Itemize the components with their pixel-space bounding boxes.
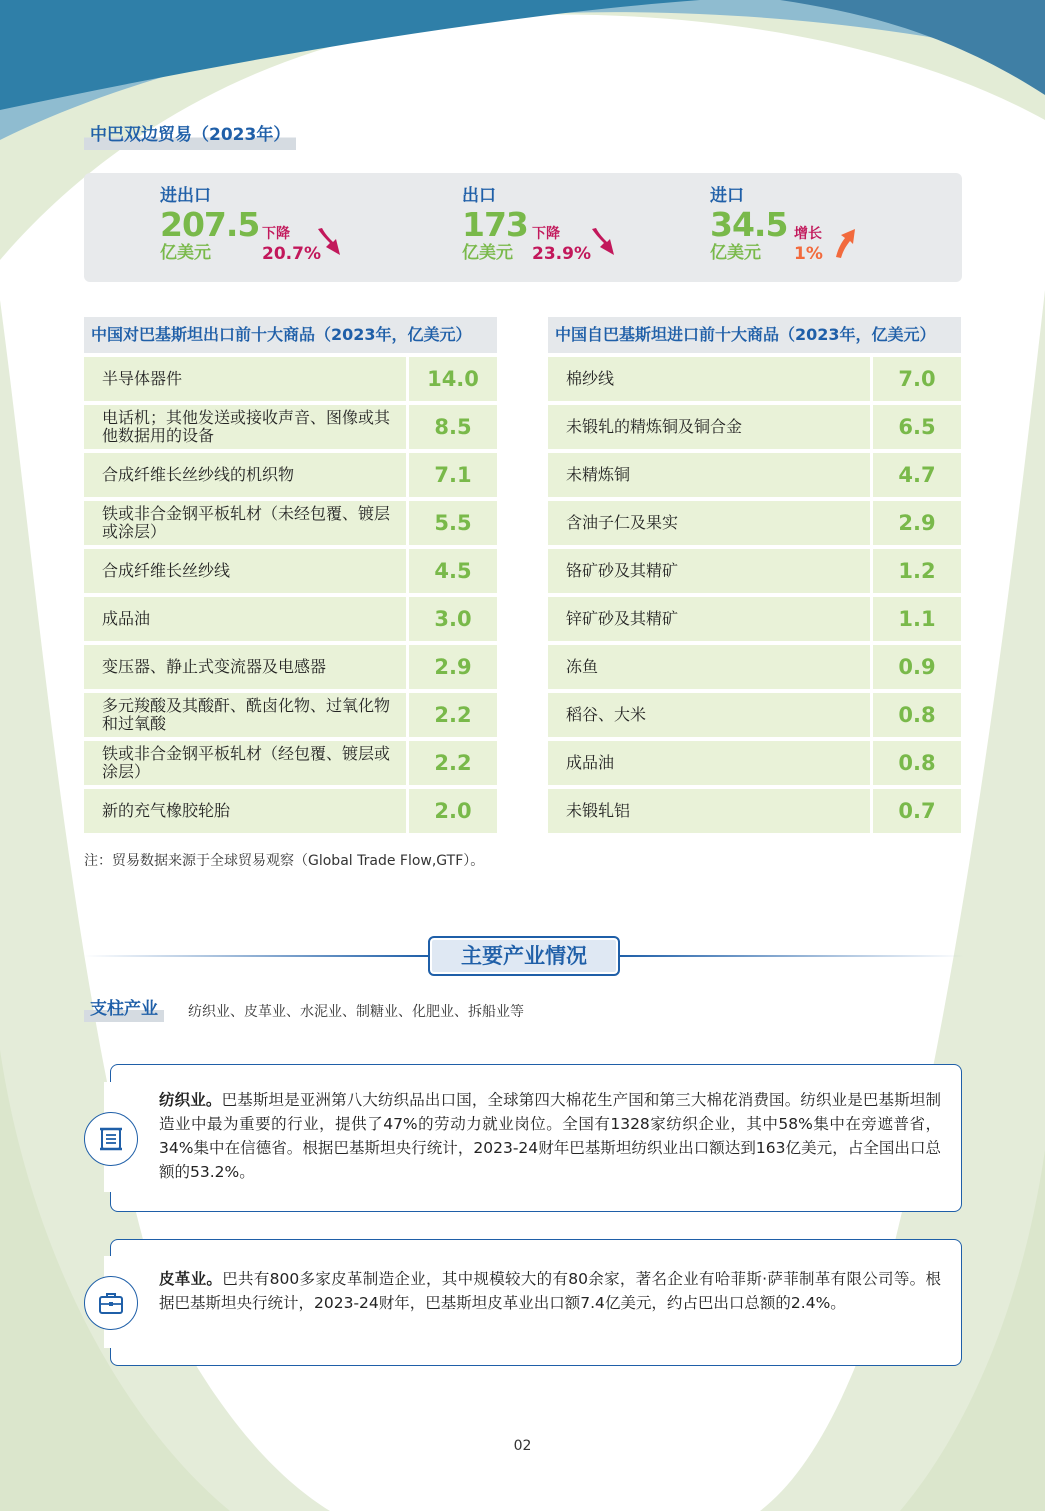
stat-total-trade bbox=[160, 185, 321, 264]
table-row bbox=[84, 501, 497, 545]
pillar-industry-list: 纺织业、皮革业、水泥业、制糖业、化肥业、拆船业等 bbox=[188, 1004, 524, 1020]
commodity-name: 未锻轧铝 bbox=[548, 789, 870, 833]
table-row bbox=[84, 693, 497, 737]
table-row bbox=[548, 501, 961, 545]
commodity-value: 2.2 bbox=[409, 741, 497, 785]
stat-value: 34.5 bbox=[710, 205, 788, 244]
stat-change bbox=[262, 225, 321, 265]
stat-unit: 亿美元 bbox=[710, 243, 761, 263]
commodity-name: 合成纤维长丝纱线的机织物 bbox=[84, 453, 406, 497]
commodity-name: 多元羧酸及其酸酐、酰卤化物、过氧化物和过氧酸 bbox=[84, 693, 406, 737]
commodity-name: 棉纱线 bbox=[548, 357, 870, 401]
table-row bbox=[548, 645, 961, 689]
textile-icon bbox=[97, 1125, 125, 1153]
table-row bbox=[548, 357, 961, 401]
commodity-value: 5.5 bbox=[409, 501, 497, 545]
divider-left bbox=[84, 955, 428, 957]
commodity-value: 2.2 bbox=[409, 693, 497, 737]
table-row bbox=[84, 789, 497, 833]
briefcase-icon-circle bbox=[84, 1276, 138, 1330]
industry-card-leather bbox=[110, 1239, 962, 1366]
commodity-name: 成品油 bbox=[84, 597, 406, 641]
commodity-value: 2.9 bbox=[873, 501, 961, 545]
table-row bbox=[84, 741, 497, 785]
commodity-value: 1.2 bbox=[873, 549, 961, 593]
commodity-name: 未精炼铜 bbox=[548, 453, 870, 497]
trade-summary-panel bbox=[84, 173, 962, 282]
commodity-name: 半导体器件 bbox=[84, 357, 406, 401]
stat-change bbox=[794, 225, 823, 265]
commodity-value: 4.5 bbox=[409, 549, 497, 593]
table-row bbox=[548, 549, 961, 593]
commodity-name: 冻鱼 bbox=[548, 645, 870, 689]
arrow-down-icon bbox=[314, 225, 342, 259]
commodity-name: 合成纤维长丝纱线 bbox=[84, 549, 406, 593]
commodity-value: 0.8 bbox=[873, 741, 961, 785]
card-heading: 纺织业。 bbox=[159, 1091, 222, 1109]
commodity-value: 1.1 bbox=[873, 597, 961, 641]
commodity-name: 未锻轧的精炼铜及铜合金 bbox=[548, 405, 870, 449]
commodity-value: 7.1 bbox=[409, 453, 497, 497]
export-table-title: 中国对巴基斯坦出口前十大商品（2023年，亿美元） bbox=[84, 317, 497, 353]
card-paragraph: 巴共有800多家皮革制造企业，其中规模较大的有80余家，著名企业有哈菲斯·萨菲制革有限公司等。根据巴基斯坦央行统计，2023-24财年，巴基斯坦皮革业出口额7.4亿美元，约占巴出口总额的2.4%。 bbox=[159, 1270, 941, 1312]
pillar-industry-label: 支柱产业 bbox=[84, 998, 164, 1022]
stat-change-value: 1% bbox=[794, 244, 823, 264]
table-row bbox=[84, 549, 497, 593]
commodity-value: 6.5 bbox=[873, 405, 961, 449]
table-row bbox=[84, 357, 497, 401]
stat-change-label: 下降 bbox=[262, 226, 290, 242]
commodity-value: 2.0 bbox=[409, 789, 497, 833]
table-row bbox=[548, 741, 961, 785]
table-row bbox=[548, 453, 961, 497]
card-paragraph: 巴基斯坦是亚洲第八大纺织品出口国，全球第四大棉花生产国和第三大棉花消费国。纺织业是巴基斯坦制造业中最为重要的行业，提供了47%的劳动力就业岗位。全国有1328家纺织企业，其中58%集中在旁遮普省，34%集中在信德省。根据巴基斯坦央行统计，2023-24财年巴基斯坦纺织业出口额达到163亿美元，占全国出口总额的53.2%。 bbox=[159, 1091, 941, 1181]
import-top10-table bbox=[548, 317, 961, 833]
commodity-name: 铁或非合金钢平板轧材（未经包覆、镀层或涂层） bbox=[84, 501, 406, 545]
commodity-name: 锌矿砂及其精矿 bbox=[548, 597, 870, 641]
divider-right bbox=[620, 955, 964, 957]
import-table-title: 中国自巴基斯坦进口前十大商品（2023年，亿美元） bbox=[548, 317, 961, 353]
commodity-name: 稻谷、大米 bbox=[548, 693, 870, 737]
card-text bbox=[159, 1267, 941, 1315]
stat-change-label: 下降 bbox=[532, 226, 560, 242]
stat-unit: 亿美元 bbox=[462, 243, 513, 263]
commodity-name: 铬矿砂及其精矿 bbox=[548, 549, 870, 593]
commodity-value: 0.8 bbox=[873, 693, 961, 737]
industry-section-title: 主要产业情况 bbox=[428, 936, 620, 976]
table-row bbox=[84, 597, 497, 641]
commodity-name: 变压器、静止式变流器及电感器 bbox=[84, 645, 406, 689]
textile-icon-circle bbox=[84, 1112, 138, 1166]
table-row bbox=[548, 789, 961, 833]
commodity-value: 3.0 bbox=[409, 597, 497, 641]
table-row bbox=[548, 405, 961, 449]
page-number: 02 bbox=[513, 1438, 532, 1454]
stat-import bbox=[710, 185, 823, 264]
table-row bbox=[84, 645, 497, 689]
table-row bbox=[548, 597, 961, 641]
table-row bbox=[84, 405, 497, 449]
stat-label: 进出口 bbox=[160, 186, 211, 206]
table-row bbox=[548, 693, 961, 737]
industry-card-textile bbox=[110, 1064, 962, 1212]
stat-change-value: 20.7% bbox=[262, 244, 321, 264]
commodity-name: 新的充气橡胶轮胎 bbox=[84, 789, 406, 833]
arrow-down-icon bbox=[588, 225, 616, 259]
stat-label: 出口 bbox=[462, 186, 496, 206]
trade-section-title: 中巴双边贸易（2023年） bbox=[84, 122, 296, 150]
stat-change bbox=[532, 225, 591, 265]
commodity-value: 7.0 bbox=[873, 357, 961, 401]
stat-unit: 亿美元 bbox=[160, 243, 211, 263]
commodity-name: 含油子仁及果实 bbox=[548, 501, 870, 545]
stat-change-label: 增长 bbox=[794, 226, 822, 242]
commodity-value: 8.5 bbox=[409, 405, 497, 449]
arrow-up-icon bbox=[832, 227, 858, 259]
commodity-value: 14.0 bbox=[409, 357, 497, 401]
commodity-value: 0.7 bbox=[873, 789, 961, 833]
stat-export bbox=[462, 185, 591, 264]
stat-label: 进口 bbox=[710, 186, 744, 206]
commodity-name: 成品油 bbox=[548, 741, 870, 785]
stat-change-value: 23.9% bbox=[532, 244, 591, 264]
stat-value: 207.5 bbox=[160, 205, 260, 244]
table-row bbox=[84, 453, 497, 497]
card-text bbox=[159, 1088, 941, 1184]
export-top10-table bbox=[84, 317, 497, 833]
commodity-name: 电话机；其他发送或接收声音、图像或其他数据用的设备 bbox=[84, 405, 406, 449]
commodity-value: 4.7 bbox=[873, 453, 961, 497]
commodity-name: 铁或非合金钢平板轧材（经包覆、镀层或涂层） bbox=[84, 741, 406, 785]
card-heading: 皮革业。 bbox=[159, 1270, 223, 1288]
commodity-value: 2.9 bbox=[409, 645, 497, 689]
data-source-note: 注：贸易数据来源于全球贸易观察（Global Trade Flow,GTF）。 bbox=[84, 853, 485, 869]
briefcase-icon bbox=[97, 1289, 125, 1317]
stat-value: 173 bbox=[462, 205, 528, 244]
commodity-value: 0.9 bbox=[873, 645, 961, 689]
